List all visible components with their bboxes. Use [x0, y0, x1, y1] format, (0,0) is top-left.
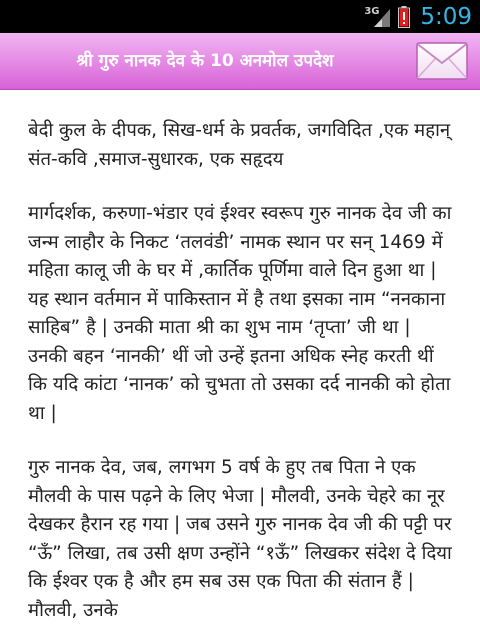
status-bar [0, 0, 480, 33]
envelope-icon[interactable] [416, 42, 468, 80]
battery-icon [398, 6, 410, 28]
article-content[interactable] [0, 90, 480, 630]
article-paragraph-birth: मार्गदर्शक, करुणा-भंडार एवं ईश्वर स्वरूप गुरु नानक देव जी का जन्म लाहौर के निकट ‘तलवंडी’ नामक स्थान पर सन् 1469 में महिता कालू जी के घर में ,कार्तिक पूर्णिमा वाले दिन हुआ था | यह स्थान वर्तमान में पाकिस्तान में है तथा इसका नाम “ननकाना साहिब” है | उनकी माता श्री का शुभ नाम ‘तृप्ता’ जी था | उनकी बहन ‘नानकी’ थीं जो उन्हें इतना अधिक स्नेह करती थीं कि यदि कांटा ‘नानक’ को चुभता तो उसका दर्द नानकी को होता था | [28, 203, 452, 424]
article-paragraph-intro: बेदी कुल के दीपक, सिख-धर्म के प्रवर्तक, जगविदित ,एक महान् संत-कवि ,समाज-सुधारक, एक सहृदय [28, 120, 451, 170]
status-icons [364, 0, 472, 33]
network-type-label: 3G [364, 5, 380, 17]
action-bar [0, 33, 480, 90]
signal-icon [364, 5, 392, 29]
status-clock: 5:09 [420, 3, 472, 30]
article-paragraph-education: गुरु नानक देव, जब, लगभग 5 वर्ष के हुए तब पिता ने एक मौलवी के पास पढ़ने के लिए भेजा | मौलवी, उनके चेहरे का नूर देखकर हैरान रह गया | जब उसने गुरु नानक देव जी की पट्टी पर “ऊँ” लिखा, तब उसी क्षण उन्होंने “१ऊँ” लिखकर संदेश दे दिया कि ईश्वर एक है और हम सब उस एक पिता की संतान हैं | मौलवी, उनके [28, 457, 452, 621]
app-title: श्री गुरु नानक देव के 10 अनमोल उपदेश [76, 51, 334, 71]
